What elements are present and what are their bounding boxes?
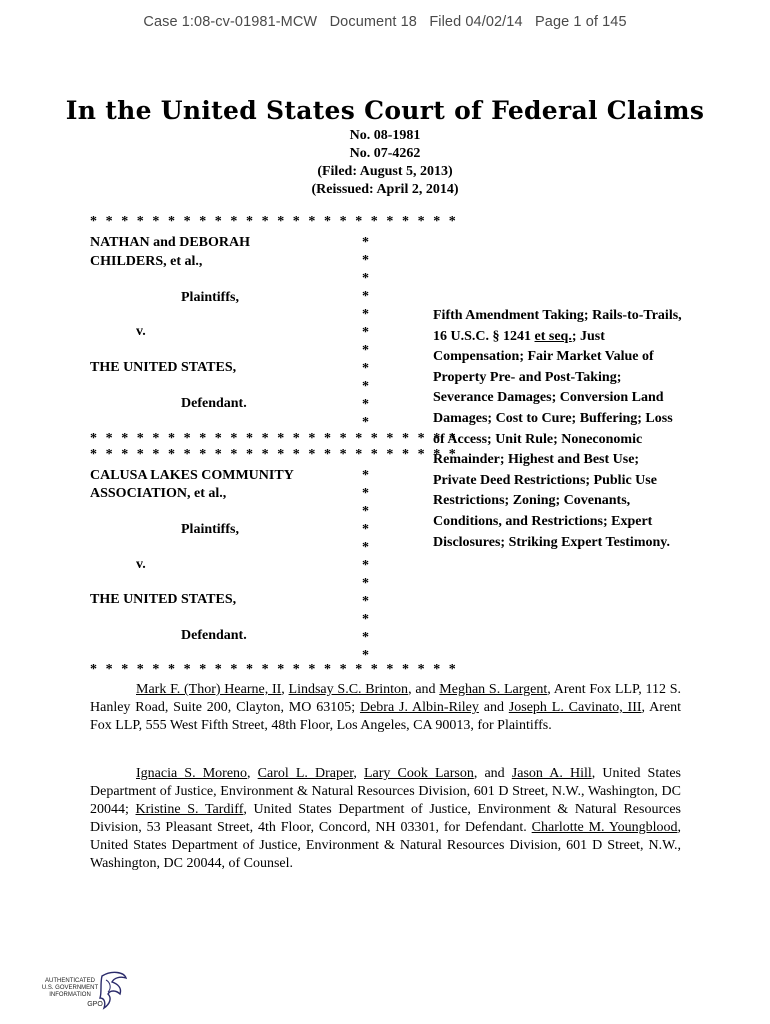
case1-defendant-name: THE UNITED STATES, xyxy=(90,360,237,375)
firm-address: , Arent Fox LLP, 112 S. Hanley Road, Suite 200, Clayton, MO 63105; xyxy=(90,682,682,715)
caption-star: * xyxy=(362,343,369,358)
caption-star: * xyxy=(362,540,369,555)
firm-address: , Arent Fox LLP, 555 West Fifth Street, 48th Floor, Los Angeles, CA 90013, for Plaintiffs. xyxy=(90,700,681,733)
caption-star-row-mid2: * * * * * * * * * * * * * * * * * * * * * * * * xyxy=(90,447,459,462)
caption-star: * xyxy=(362,325,369,340)
plaintiffs-counsel-paragraph xyxy=(90,681,681,735)
attorney-name: Mark F. (Thor) Hearne, II xyxy=(136,682,282,697)
caption-star-row-mid1: * * * * * * * * * * * * * * * * * * * * * * * * xyxy=(90,431,459,446)
caption-star: * xyxy=(362,630,369,645)
case2-party-line1: CALUSA LAKES COMMUNITY xyxy=(90,468,294,483)
case2-defendant-name: THE UNITED STATES, xyxy=(90,592,237,607)
case1-defendant: Defendant. xyxy=(181,396,247,411)
case2-versus: v. xyxy=(136,557,146,572)
caption-star-row-bottom: * * * * * * * * * * * * * * * * * * * * * * * * xyxy=(90,662,459,677)
case-number-1: No. 08-1981 xyxy=(349,128,421,143)
seal-line4: GPO xyxy=(87,1001,103,1008)
case2-defendant: Defendant. xyxy=(181,628,247,643)
reissued-date: (Reissued: April 2, 2014) xyxy=(311,182,459,197)
caption-star: * xyxy=(362,576,369,591)
keywords-text-before: Fifth Amendment Taking; Rails-to-Trails, 16 U.S.C. § 1241 xyxy=(433,308,682,344)
caption-star: * xyxy=(362,235,369,250)
caption-star: * xyxy=(362,558,369,573)
caption-star: * xyxy=(362,612,369,627)
seal-line3: INFORMATION xyxy=(49,992,91,998)
attorney-name: Joseph L. Cavinato, III xyxy=(508,700,642,715)
defendant-counsel-paragraph xyxy=(90,765,681,873)
attorney-name: Kristine S. Tardiff xyxy=(135,802,244,817)
court-title: In the United States Court of Federal Claims xyxy=(65,96,705,125)
keywords-underlined: et seq. xyxy=(534,328,572,344)
seal-line1: AUTHENTICATED xyxy=(45,978,95,984)
office-address: , United States Department of Justice, Environment & Natural Resources Division, 601 D Street, N.W., Washington, DC 20044; xyxy=(90,766,682,817)
separator: , xyxy=(281,682,289,697)
gpo-authentication-seal xyxy=(40,970,140,1016)
caption-star: * xyxy=(362,379,369,394)
keywords-text-after: ; Just Compensation; Fair Market Value of Property Pre- and Post-Taking; Severance Damages; Conversion Land Damages; Cost to Cure; Buffering; Loss of Access; Unit Rule; Noneconomic Remainder; Highest and Best Use; Private Deed Restrictions; Public Use Restrictions; Zoning; Covenants, Conditions, and Restrictions; Expert Disclosures; Striking Expert Testimony. xyxy=(433,328,673,550)
caption-star: * xyxy=(362,307,369,322)
caption-star: * xyxy=(362,504,369,519)
caption-star: * xyxy=(362,648,369,663)
case2-party-line2: ASSOCIATION, et al., xyxy=(90,486,227,501)
caption-star-row-top: * * * * * * * * * * * * * * * * * * * * * * * * xyxy=(90,214,459,229)
case1-versus: v. xyxy=(136,324,146,339)
caption-star: * xyxy=(362,486,369,501)
attorney-name: Jason A. Hill xyxy=(511,766,592,781)
attorney-name: Charlotte M. Youngblood xyxy=(531,820,678,835)
seal-line2: U.S. GOVERNMENT xyxy=(41,985,99,991)
case1-party-line2: CHILDERS, et al., xyxy=(90,254,203,269)
attorney-name: Ignacia S. Moreno xyxy=(136,766,248,781)
case1-party-line1: NATHAN and DEBORAH xyxy=(90,235,250,250)
caption-star: * xyxy=(362,361,369,376)
separator: , and xyxy=(473,766,512,781)
separator: , xyxy=(353,766,364,781)
separator: , and xyxy=(408,682,440,697)
case-number-2: No. 07-4262 xyxy=(349,146,421,161)
separator: , xyxy=(247,766,258,781)
eagle-icon xyxy=(100,972,126,1008)
case2-plaintiffs: Plaintiffs, xyxy=(181,522,239,537)
caption-star: * xyxy=(362,253,369,268)
office-address: , United States Department of Justice, Environment & Natural Resources Division, 601 D Street, N.W., Washington, DC 20044, of Counsel. xyxy=(90,820,681,871)
attorney-name: Debra J. Albin-Riley xyxy=(359,700,479,715)
office-address: , United States Department of Justice, Environment & Natural Resources Division, 53 Pleasant Street, 4th Floor, Concord, NH 03301, for Defendant. xyxy=(90,802,681,835)
attorney-name: Carol L. Draper xyxy=(257,766,354,781)
caption-star: * xyxy=(362,594,369,609)
caption-star: * xyxy=(362,415,369,430)
caption-star: * xyxy=(362,468,369,483)
attorney-name: Lary Cook Larson xyxy=(363,766,474,781)
caption-star: * xyxy=(362,289,369,304)
caption-star: * xyxy=(362,397,369,412)
attorney-name: Lindsay S.C. Brinton xyxy=(288,682,409,697)
caption-star: * xyxy=(362,522,369,537)
case1-plaintiffs: Plaintiffs, xyxy=(181,290,239,305)
attorney-name: Meghan S. Largent xyxy=(439,682,548,697)
case-header: Case 1:08-cv-01981-MCW Document 18 Filed 04/02/14 Page 1 of 145 xyxy=(143,14,627,30)
filed-date: (Filed: August 5, 2013) xyxy=(317,164,453,179)
keywords-block xyxy=(433,306,683,553)
caption-star: * xyxy=(362,271,369,286)
separator: and xyxy=(478,700,509,715)
